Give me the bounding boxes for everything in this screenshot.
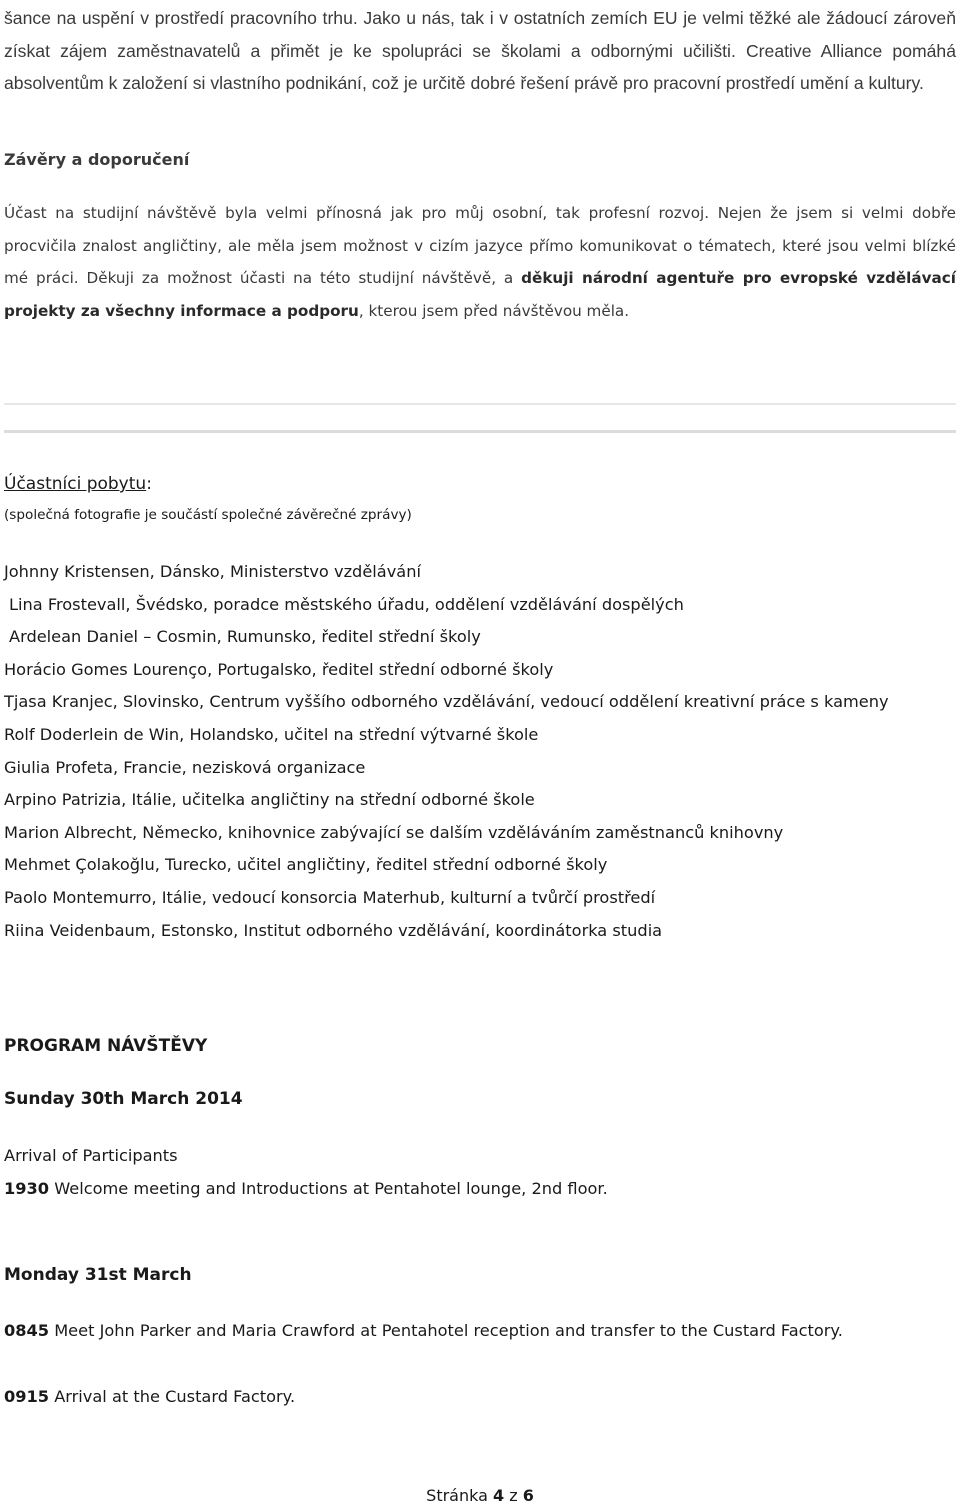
schedule-time: 1930 (4, 1179, 50, 1198)
schedule-text: Welcome meeting and Introductions at Pentahotel lounge, 2nd floor. (49, 1179, 608, 1198)
list-item: Mehmet Çolakoğlu, Turecko, učitel angličtiny, ředitel střední odborné školy (4, 855, 608, 875)
divider-line (4, 430, 956, 433)
day-title-sunday: Sunday 30th March 2014 (4, 1089, 243, 1109)
list-item: Johnny Kristensen, Dánsko, Ministerstvo vzdělávání (4, 562, 421, 581)
divider-line (4, 403, 956, 405)
participants-title (4, 474, 152, 494)
conclusions-text-start: Účast na studijní návštěvě byla velmi přínosná jak pro můj osobní, tak profesní rozvoj. Nejen že jsem si velmi dobře procvičila znalost angličtiny, ale měla jsem možnost v cizím jazyce přímo komunikovat o tématech, které jsou velmi blízké mé práci. Děkuji za možnost účasti na této studijní návštěvě, a (4, 204, 956, 288)
schedule-item (4, 1381, 956, 1414)
list-item: Rolf Doderlein de Win, Holandsko, učitel na střední výtvarné škole (4, 724, 539, 744)
schedule-item (4, 1173, 956, 1206)
page-footer (0, 1486, 960, 1505)
list-item: Ardelean Daniel – Cosmin, Rumunsko, ředitel střední školy (9, 627, 481, 647)
list-item: Marion Albrecht, Německo, knihovnice zabývající se dalším vzděláváním zaměstnanců knihovny (4, 822, 784, 842)
list-item: Tjasa Kranjec, Slovinsko, Centrum vyššího odborného vzdělávání, vedoucí oddělení kreativní práce s kameny (4, 692, 889, 712)
footer-current-page: 4 (492, 1486, 505, 1505)
list-item: Horácio Gomes Lourenço, Portugalsko, ředitel střední odborné školy (4, 659, 554, 679)
schedule-text: Arrival at the Custard Factory. (49, 1387, 296, 1406)
footer-separator: z (504, 1486, 523, 1505)
conclusions-text-end: , kterou jsem před návštěvou měla. (358, 301, 630, 320)
conclusions-text-bold: děkuji národní agentuře pro evropské vzdělávací projekty za všechny informace a podporu (4, 269, 956, 320)
section-title-conclusions: Závěry a doporučení (4, 150, 190, 169)
conclusions-paragraph (4, 197, 956, 327)
intro-paragraph: šance na uspění v prostředí pracovního trhu. Jako u nás, tak i v ostatních zemích EU je velmi těžké ale žádoucí zároveň získat zájem zaměstnavatelů a přimět je ke spolupráci se školami a odbornými učilišti. Creative Alliance pomáhá absolventům k založení si vlastního podnikání, což je určitě dobré řešení právě pro pracovní prostředí umění a kultury. (4, 8, 956, 94)
list-item: Riina Veidenbaum, Estonsko, Institut odborného vzdělávání, koordinátorka studia (4, 920, 663, 940)
footer-total-pages: 6 (522, 1486, 534, 1505)
list-item: Lina Frostevall, Švédsko, poradce městského úřadu, oddělení vzdělávání dospělých (9, 594, 684, 614)
schedule-time: 0915 (4, 1387, 50, 1406)
program-title: PROGRAM NÁVŠTĚVY (4, 1036, 208, 1056)
schedule-time: 0845 (4, 1321, 50, 1340)
participants-title-text: Účastníci pobytu (4, 474, 147, 494)
day-title-monday: Monday 31st March (4, 1265, 192, 1285)
list-item: Paolo Montemurro, Itálie, vedoucí konsorcia Materhub, kulturní a tvůrčí prostředí (4, 887, 656, 907)
participants-note: (společná fotografie je součástí společné závěrečné zprávy) (4, 507, 412, 523)
participants-list (4, 556, 956, 947)
list-item: Giulia Profeta, Francie, nezisková organizace (4, 757, 366, 777)
schedule-item (4, 1315, 956, 1348)
footer-label: Stránka (426, 1486, 493, 1505)
schedule-arrival: Arrival of Participants (4, 1146, 178, 1165)
list-item: Arpino Patrizia, Itálie, učitelka angličtiny na střední odborné škole (4, 790, 535, 810)
participants-title-colon: : (146, 474, 152, 494)
schedule-text: Meet John Parker and Maria Crawford at Pentahotel reception and transfer to the Custard Factory. (49, 1321, 843, 1340)
